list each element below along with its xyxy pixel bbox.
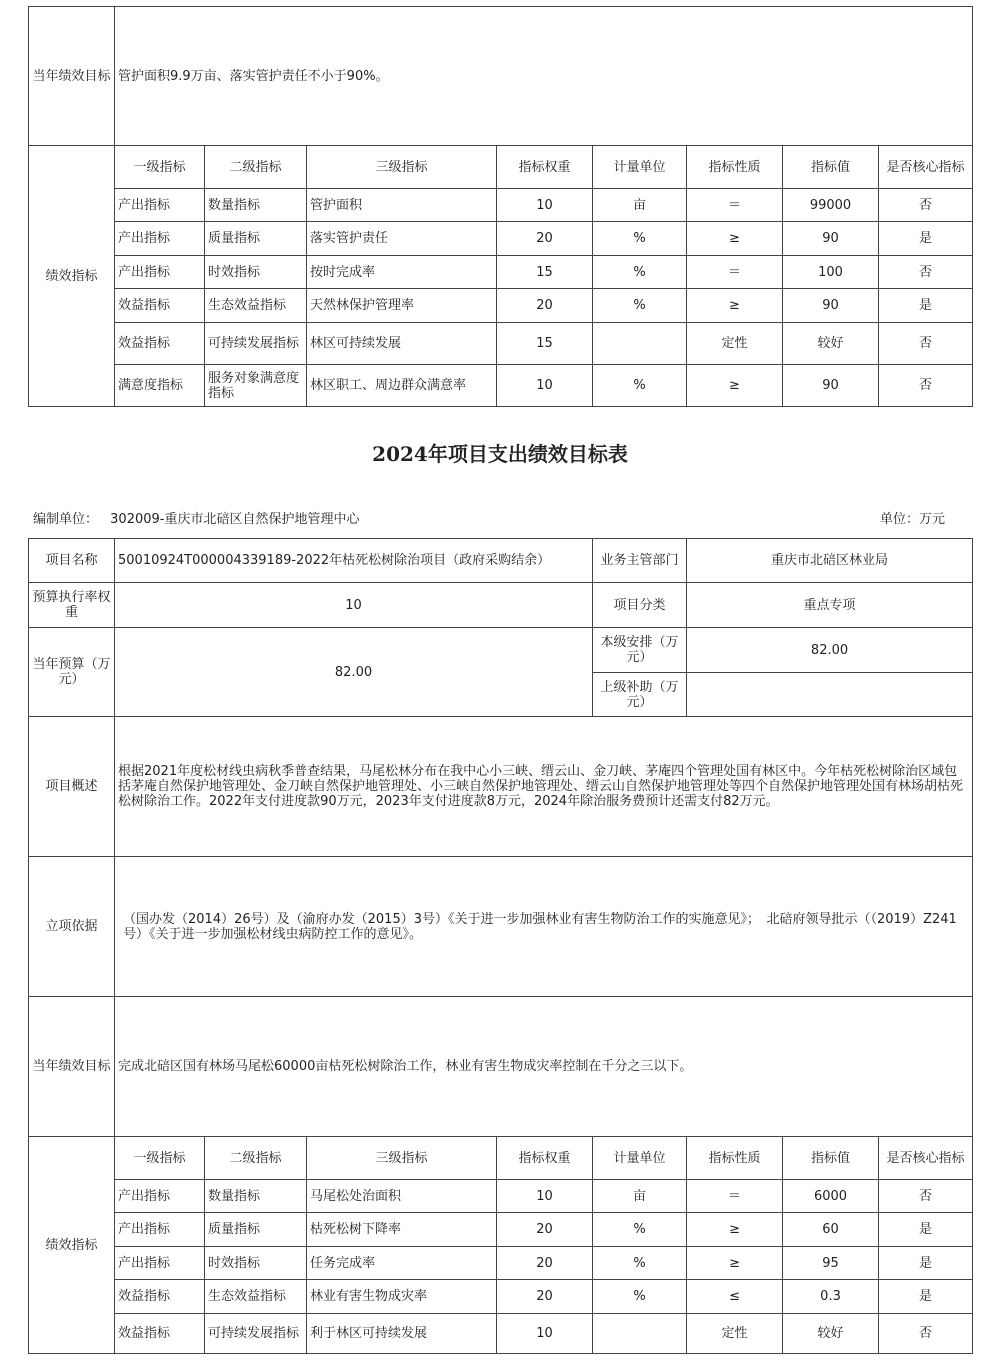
cell: ≥ [687,222,783,256]
header-cell: 二级指标 [205,146,307,189]
header-cell: 指标权重 [497,146,593,189]
header-cell: 指标权重 [497,1137,593,1180]
cell: 15 [497,323,593,365]
header-cell: 计量单位 [593,146,687,189]
cell: 95 [783,1247,879,1280]
cell: 否 [879,256,973,289]
header-cell: 是否核心指标 [879,146,973,189]
cell: 定性 [687,323,783,365]
cell: 100 [783,256,879,289]
cell: 90 [783,289,879,323]
cell: 亩 [593,189,687,222]
cell: 林区可持续发展 [307,323,497,365]
currency-unit: 单位：万元 [880,512,946,527]
local-value: 82.00 [687,628,973,673]
cell: 任务完成率 [307,1247,497,1280]
page-title: 2024年项目支出绩效目标表 [372,442,628,466]
cell: 天然林保护管理率 [307,289,497,323]
cell: % [593,1247,687,1280]
header-cell: 是否核心指标 [879,1137,973,1180]
dept-value: 重庆市北碚区林业局 [687,539,973,583]
cell: 较好 [783,323,879,365]
top-performance-table [28,6,973,407]
budget-value: 82.00 [115,628,593,717]
cell: 数量指标 [205,1180,307,1213]
table-row [29,1180,973,1213]
cell: 时效指标 [205,256,307,289]
cell: 管护面积 [307,189,497,222]
perf-label: 绩效指标 [29,1137,115,1354]
cell: 10 [497,1314,593,1354]
cell: % [593,1213,687,1247]
cell: 生态效益指标 [205,289,307,323]
cell: 否 [879,1180,973,1213]
cell: 是 [879,289,973,323]
cell: % [593,256,687,289]
header-cell: 指标值 [783,146,879,189]
cell: 效益指标 [115,1280,205,1314]
cell: 20 [497,1247,593,1280]
cell [593,1314,687,1354]
cell: 15 [497,256,593,289]
cell: 生态效益指标 [205,1280,307,1314]
cell: 10 [497,189,593,222]
cell: 否 [879,323,973,365]
cell: 可持续发展指标 [205,1314,307,1354]
cell: 产出指标 [115,1213,205,1247]
header-cell: 指标性质 [687,146,783,189]
cell: 是 [879,1247,973,1280]
cell: % [593,222,687,256]
project-name-label: 项目名称 [29,539,115,583]
overview-label: 项目概述 [29,717,115,857]
cell: 产出指标 [115,1247,205,1280]
header-cell: 二级指标 [205,1137,307,1180]
table-row [29,189,973,222]
cell: 90 [783,365,879,407]
cell: 20 [497,1280,593,1314]
cell [593,323,687,365]
cell: 是 [879,1280,973,1314]
cell: 时效指标 [205,1247,307,1280]
cell: 质量指标 [205,1213,307,1247]
cell: 99000 [783,189,879,222]
local-label: 本级安排（万元） [593,628,687,673]
cell: 可持续发展指标 [205,323,307,365]
goal-label: 当年绩效目标 [29,997,115,1137]
perf-label: 绩效指标 [29,146,115,407]
cell: % [593,365,687,407]
table-row [29,1247,973,1280]
basis-text: （国办发（2014）26号）及（渝府办发（2015）3号）《关于进一步加强林业有害生物防治工作的实施意见》； 北碚府领导批示（（2019）Z241号）《关于进一步加强松材线虫病防控工作的意见》。 [115,857,973,997]
goal-label: 当年绩效目标 [29,7,115,146]
cell: 产出指标 [115,222,205,256]
cell: ≥ [687,365,783,407]
weight-value: 10 [115,583,593,628]
header-cell: 指标性质 [687,1137,783,1180]
cell: 产出指标 [115,1180,205,1213]
header-cell: 指标值 [783,1137,879,1180]
category-value: 重点专项 [687,583,973,628]
org-unit-label: 编制单位： [33,512,99,527]
cell: 20 [497,289,593,323]
cell: 60 [783,1213,879,1247]
basis-label: 立项依据 [29,857,115,997]
cell: ≥ [687,1213,783,1247]
cell: 林业有害生物成灾率 [307,1280,497,1314]
cell: ＝ [687,189,783,222]
header-cell: 一级指标 [115,146,205,189]
cell: 是 [879,1213,973,1247]
table-row [29,289,973,323]
upper-label: 上级补助（万元） [593,673,687,717]
upper-value [687,673,973,717]
cell: ≥ [687,289,783,323]
cell: 服务对象满意度指标 [205,365,307,407]
cell: 满意度指标 [115,365,205,407]
org-unit-value: 302009-重庆市北碚区自然保护地管理中心 [110,512,360,527]
cell: ≥ [687,1247,783,1280]
cell: ＝ [687,256,783,289]
table-row [29,222,973,256]
table-row [29,256,973,289]
cell: 效益指标 [115,289,205,323]
table-row [29,323,973,365]
cell: 10 [497,365,593,407]
cell: 质量指标 [205,222,307,256]
budget-label: 当年预算（万元） [29,628,115,717]
cell: 效益指标 [115,1314,205,1354]
cell: 10 [497,1180,593,1213]
cell: 马尾松处治面积 [307,1180,497,1213]
cell: 6000 [783,1180,879,1213]
dept-label: 业务主管部门 [593,539,687,583]
cell: 20 [497,1213,593,1247]
cell: 效益指标 [115,323,205,365]
project-table [28,538,973,1354]
header-cell: 一级指标 [115,1137,205,1180]
cell: 数量指标 [205,189,307,222]
cell: 90 [783,222,879,256]
cell: 产出指标 [115,256,205,289]
cell: 亩 [593,1180,687,1213]
table-row [29,1213,973,1247]
cell: 是 [879,222,973,256]
cell: 否 [879,1314,973,1354]
table-row [29,365,973,407]
table-row [29,1280,973,1314]
cell: % [593,1280,687,1314]
category-label: 项目分类 [593,583,687,628]
cell: % [593,289,687,323]
goal-text: 完成北碚区国有林场马尾松60000亩枯死松树除治工作，林业有害生物成灾率控制在千分之三以下。 [115,997,973,1137]
cell: 产出指标 [115,189,205,222]
project-name-value: 50010924T000004339189-2022年枯死松树除治项目（政府采购结余） [115,539,593,583]
cell: ≤ [687,1280,783,1314]
goal-text: 管护面积9.9万亩、落实管护责任不小于90%。 [115,7,973,146]
cell: 枯死松树下降率 [307,1213,497,1247]
cell: 落实管护责任 [307,222,497,256]
header-cell: 计量单位 [593,1137,687,1180]
cell: 较好 [783,1314,879,1354]
cell: 20 [497,222,593,256]
cell: 0.3 [783,1280,879,1314]
cell: 利于林区可持续发展 [307,1314,497,1354]
header-cell: 三级指标 [307,146,497,189]
cell: 林区职工、周边群众满意率 [307,365,497,407]
cell: 否 [879,365,973,407]
cell: 定性 [687,1314,783,1354]
weight-label: 预算执行率权重 [29,583,115,628]
cell: 按时完成率 [307,256,497,289]
table-row [29,1314,973,1354]
cell: 否 [879,189,973,222]
header-cell: 三级指标 [307,1137,497,1180]
overview-text: 根据2021年度松材线虫病秋季普查结果，马尾松林分布在我中心小三峡、缙云山、金刀峡、茅庵四个管理处国有林区中。今年枯死松树除治区域包括茅庵自然保护地管理处、金刀峡自然保护地管理处、小三峡自然保护地管理处、缙云山自然保护地管理处等四个自然保护地管理处国有林场胡枯死松树除治工作。2022年支付进度款90万元，2023年支付进度款8万元，2024年除治服务费预计还需支付82万元。 [115,717,973,857]
org-unit [33,508,359,527]
cell: ＝ [687,1180,783,1213]
